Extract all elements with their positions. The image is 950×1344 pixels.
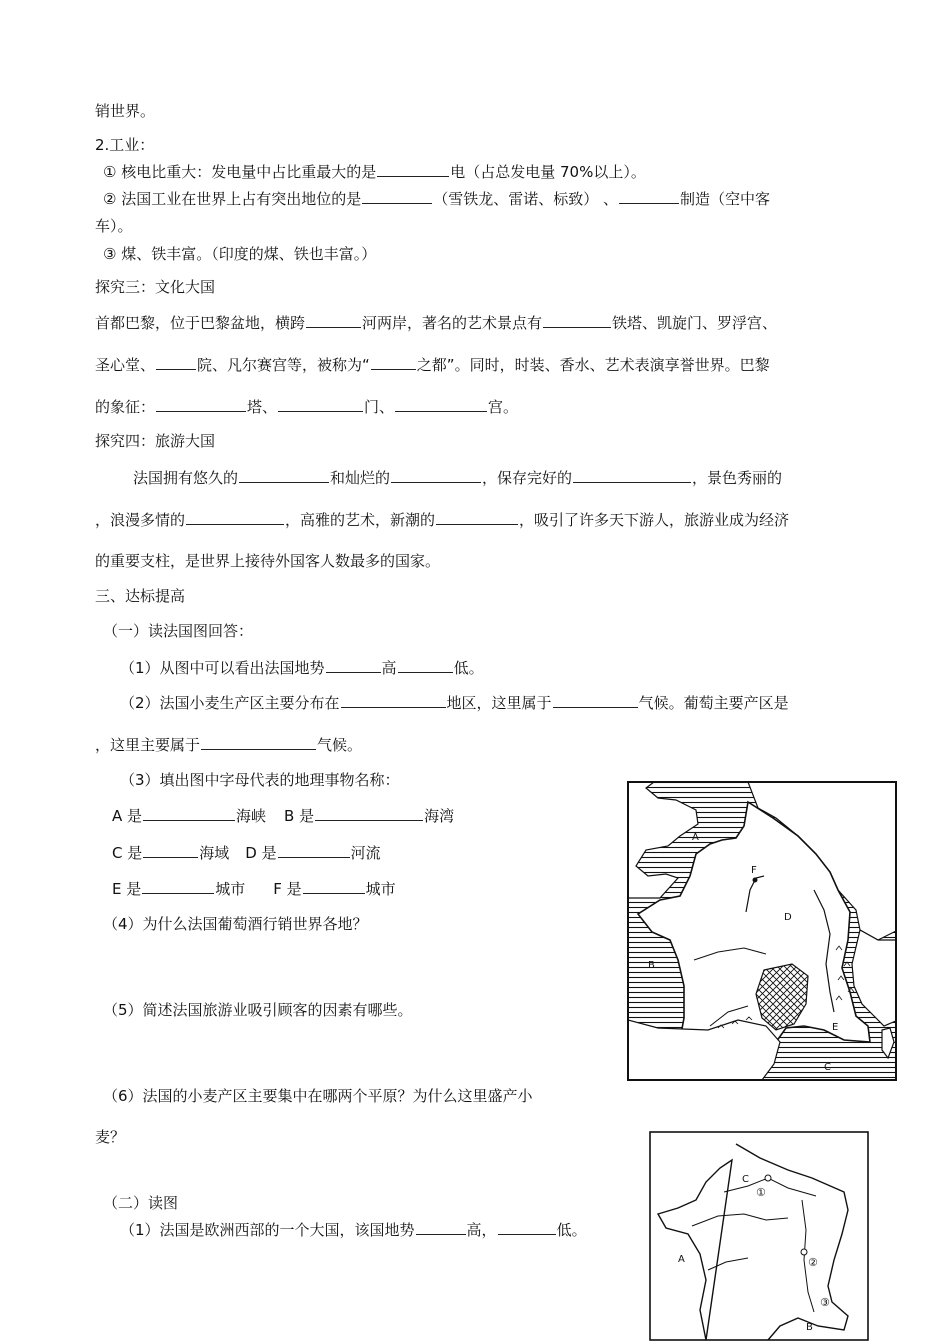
line-text: 高 (381, 659, 397, 677)
line-text: B 是 (284, 807, 315, 825)
question-heading (103, 1193, 178, 1213)
line-text: （2）法国小麦生产区主要分布在 (120, 694, 340, 712)
map-label-b: B (648, 960, 655, 971)
text-line (95, 551, 440, 571)
line-text: E 是 (112, 880, 142, 898)
question-line (112, 843, 381, 863)
line-text: （1）从图中可以看出法国地势 (120, 659, 325, 677)
section-heading (95, 431, 215, 451)
map-label-a: A (692, 832, 699, 843)
fill-blank[interactable] (186, 510, 284, 525)
line-text: 气候。 (317, 736, 363, 754)
line-text: 低。 (556, 1221, 587, 1239)
line-text: 电（占总发电量 70%以上）。 (450, 163, 646, 181)
fill-blank[interactable] (391, 468, 481, 483)
line-text: 销世界。 (95, 102, 156, 120)
line-text: 城市 (215, 880, 246, 898)
line-text: 河流 (350, 844, 381, 862)
question-line (120, 693, 789, 713)
map-label-c: C (824, 1062, 831, 1073)
question-line (103, 914, 368, 934)
fill-blank[interactable] (303, 879, 365, 894)
map2-label-c: C (742, 1174, 749, 1185)
fill-blank[interactable] (436, 510, 518, 525)
line-text: （5）简述法国旅游业吸引顾客的因素有哪些。 (103, 1001, 413, 1019)
fill-blank[interactable] (315, 806, 423, 821)
line-text: （一）读法国图回答： (103, 622, 254, 640)
text-line (95, 216, 133, 236)
line-text: 法国拥有悠久的 (133, 469, 239, 487)
line-text: 城市 (365, 880, 396, 898)
line-text: 三、达标提高 (95, 587, 186, 605)
text-line (95, 397, 518, 417)
map2-label-n3: ③ (820, 1296, 830, 1309)
line-text: 地区，这里属于 (446, 694, 552, 712)
question-line (120, 770, 400, 790)
line-text: ，高雅的艺术，新潮的 (285, 511, 436, 529)
line-text: 2.工业： (95, 136, 155, 154)
text-line (95, 101, 155, 121)
line-text: 院、凡尔赛宫等，被称为“ (197, 356, 370, 374)
france-outline-map (648, 1130, 870, 1342)
line-text: （6）法国的小麦产区主要集中在哪两个平原？为什么这里盛产小 (103, 1087, 533, 1105)
fill-blank[interactable] (553, 693, 638, 708)
map-label-d: D (784, 912, 792, 923)
text-line (95, 355, 770, 375)
line-text: 海域 (199, 844, 230, 862)
text-line (103, 189, 770, 209)
line-text: 探究三：文化大国 (95, 278, 216, 296)
fill-blank[interactable] (143, 806, 235, 821)
text-line (95, 313, 777, 333)
france-map-figure (598, 780, 898, 1082)
map2-label-b: B (806, 1322, 813, 1333)
line-text: ，保存完好的 (482, 469, 573, 487)
line-text: F 是 (273, 880, 302, 898)
fill-blank[interactable] (326, 658, 381, 673)
fill-blank[interactable] (143, 843, 198, 858)
line-text: 圣心堂、 (95, 356, 156, 374)
line-text: 海峡 (236, 807, 267, 825)
line-text: ，这里主要属于 (95, 736, 201, 754)
map2-label-a: A (678, 1254, 685, 1265)
map2-label-n2: ② (808, 1256, 818, 1269)
line-text: D 是 (245, 844, 277, 862)
question-line (112, 806, 454, 826)
line-text: 气候。葡萄主要产区是 (638, 694, 789, 712)
line-text: 的重要支柱，是世界上接待外国客人数最多的国家。 (95, 552, 441, 570)
line-text: 塔、 (247, 398, 278, 416)
fill-blank[interactable] (239, 468, 329, 483)
line-text: （1）法国是欧洲西部的一个大国，该国地势 (120, 1221, 415, 1239)
fill-blank[interactable] (362, 189, 432, 204)
line-text: 首都巴黎，位于巴黎盆地，横跨 (95, 314, 306, 332)
line-text: ，吸引了许多天下游人，旅游业成为经济 (519, 511, 790, 529)
line-text: 宫。 (488, 398, 519, 416)
section-heading (95, 277, 215, 297)
fill-blank[interactable] (142, 879, 214, 894)
line-text: （3）填出图中字母代表的地理事物名称： (120, 771, 400, 789)
fill-blank[interactable] (498, 1220, 556, 1235)
line-text: 制造（空中客 (680, 190, 771, 208)
fill-blank[interactable] (156, 355, 196, 370)
line-text: A 是 (112, 807, 143, 825)
question-line (112, 879, 396, 899)
line-text: ① 核电比重大：发电量中占比重最大的是 (103, 163, 377, 181)
fill-blank[interactable] (201, 735, 316, 750)
map-frame (650, 1132, 868, 1340)
line-text: 高， (466, 1221, 497, 1239)
line-text: （4）为什么法国葡萄酒行销世界各地？ (103, 915, 368, 933)
line-text: 门、 (364, 398, 395, 416)
line-text: ③ 煤、铁丰富。（印度的煤、铁也丰富。） (103, 245, 377, 263)
question-line (120, 658, 484, 678)
line-text: （雪铁龙、雷诺、标致） 、 (433, 190, 618, 208)
section-heading (95, 586, 185, 606)
fill-blank[interactable] (619, 189, 679, 204)
text-line (95, 510, 789, 530)
question-line (95, 1127, 125, 1147)
line-text: 铁塔、凯旋门、罗浮宫、 (612, 314, 778, 332)
question-line (103, 1086, 533, 1106)
question-heading (103, 621, 253, 641)
line-text: 车）。 (95, 217, 133, 235)
line-text: 麦？ (95, 1128, 126, 1146)
line-text: （二）读图 (103, 1194, 179, 1212)
text-line (103, 244, 376, 264)
map2-label-n1: ① (756, 1186, 766, 1199)
fill-blank[interactable] (395, 397, 487, 412)
line-text: 之都”。同时，时装、香水、艺术表演享誉世界。巴黎 (416, 356, 770, 374)
question-line (120, 1220, 587, 1240)
fill-blank[interactable] (306, 313, 361, 328)
fill-blank[interactable] (278, 843, 350, 858)
line-text: 的象征： (95, 398, 156, 416)
fill-blank[interactable] (371, 355, 416, 370)
line-text: 海湾 (424, 807, 455, 825)
map-label-f: F (751, 865, 757, 876)
line-text: ② 法国工业在世界上占有突出地位的是 (103, 190, 362, 208)
fill-blank[interactable] (377, 162, 449, 177)
city-marker (801, 1249, 807, 1255)
fill-blank[interactable] (573, 468, 691, 483)
fill-blank[interactable] (341, 693, 446, 708)
line-text: ，浪漫多情的 (95, 511, 186, 529)
line-text: 低。 (453, 659, 484, 677)
fill-blank[interactable] (543, 313, 611, 328)
line-text: C 是 (112, 844, 143, 862)
text-line (133, 468, 782, 488)
city-marker (753, 878, 758, 883)
fill-blank[interactable] (398, 658, 453, 673)
text-line (103, 162, 646, 182)
fill-blank[interactable] (278, 397, 363, 412)
map-label-e: E (832, 1022, 839, 1033)
line-text: ，景色秀丽的 (692, 469, 783, 487)
line-text: 探究四：旅游大国 (95, 432, 216, 450)
city-marker (765, 1175, 771, 1181)
section-heading (95, 135, 154, 155)
line-text: 河两岸，著名的艺术景点有 (362, 314, 543, 332)
question-line (95, 735, 362, 755)
question-line (103, 1000, 413, 1020)
line-text: 和灿烂的 (330, 469, 391, 487)
fill-blank[interactable] (156, 397, 246, 412)
fill-blank[interactable] (416, 1220, 466, 1235)
